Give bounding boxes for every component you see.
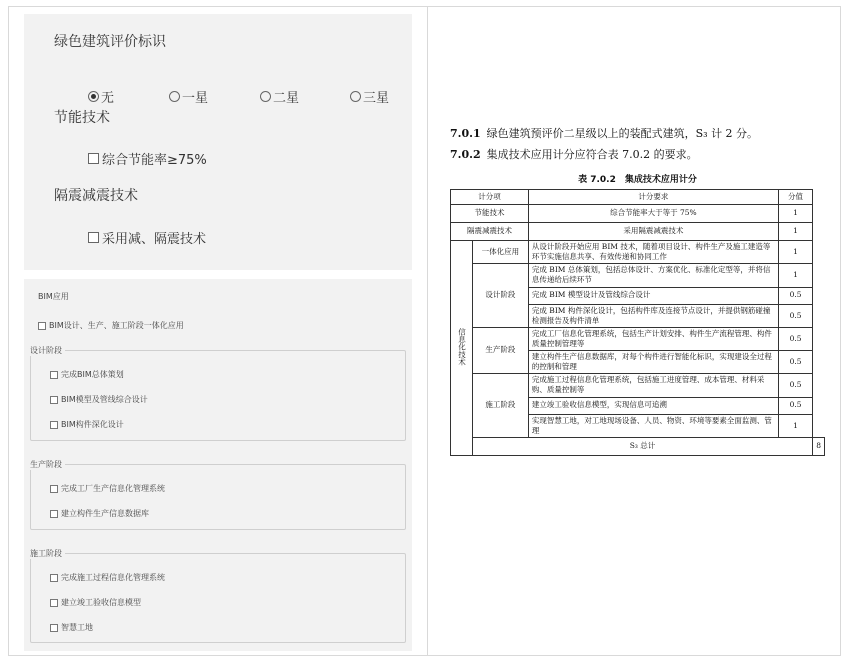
table-row [451, 327, 825, 350]
radio-label: 无 [101, 91, 115, 106]
radio-two-star[interactable] [260, 87, 299, 106]
clause-number: 7.0.1 [450, 127, 481, 140]
checkbox-icon [88, 232, 99, 243]
table-total-row [451, 437, 825, 455]
energy-checkbox[interactable] [88, 149, 207, 168]
construction-item-checkbox[interactable] [50, 572, 165, 583]
table-caption: 表 7.0.2 集成技术应用计分 [578, 175, 697, 185]
item-cell: 节能技术 [451, 205, 529, 223]
radio-one-star[interactable] [169, 87, 208, 106]
production-stage-label: 生产阶段 [30, 459, 65, 470]
clause-text: 集成技术应用计分应符合表 7.0.2 的要求。 [486, 148, 698, 161]
checkbox-label: BIM模型及管线综合设计 [61, 395, 148, 404]
energy-title: 节能技术 [54, 110, 110, 126]
clause-text: 绿色建筑预评价二星级以上的装配式建筑，S₃ 计 2 分。 [486, 127, 759, 140]
item-cell: 生产阶段 [472, 327, 528, 374]
checkbox-icon [50, 371, 58, 379]
production-item-checkbox[interactable] [50, 508, 149, 519]
score-cell: 0.5 [778, 397, 812, 414]
design-item-checkbox[interactable] [50, 369, 124, 380]
checkbox-label: 完成施工过程信息化管理系统 [61, 573, 165, 582]
checkbox-label: 综合节能率≥75% [102, 153, 207, 168]
requirement-cell: 从设计阶段开始应用 BIM 技术，随着项目设计、构件生产及施工建造等环节实施信息共享、有效传递和协同工作 [528, 241, 778, 264]
item-cell: 一体化应用 [472, 241, 528, 264]
checkbox-label: 采用减、隔震技术 [102, 232, 207, 247]
checkbox-icon [50, 510, 58, 518]
radio-empty-icon [260, 91, 271, 102]
requirement-cell: 综合节能率大于等于 75% [528, 205, 778, 223]
score-cell: 1 [778, 223, 812, 241]
item-cell: 隔震减震技术 [451, 223, 529, 241]
production-item-checkbox[interactable] [50, 483, 165, 494]
checkbox-label: BIM设计、生产、施工阶段一体化应用 [49, 321, 184, 330]
radio-label: 三星 [363, 91, 390, 106]
checkbox-icon [50, 485, 58, 493]
table-row [451, 374, 825, 397]
rating-title: 绿色建筑评价标识 [54, 34, 166, 50]
requirement-cell: 完成 BIM 总体策划，包括总体设计、方案优化、标准化定型等，并将信息传递给后续环节 [528, 264, 778, 287]
production-stage-group [30, 464, 406, 530]
table-row [451, 241, 825, 264]
seismic-title: 隔震减震技术 [54, 188, 138, 204]
radio-empty-icon [350, 91, 361, 102]
seismic-checkbox[interactable] [88, 228, 206, 247]
score-cell: 0.5 [778, 351, 812, 374]
total-label-cell: S₃ 总计 [472, 437, 812, 455]
header-cell: 计分项 [451, 190, 529, 205]
score-cell: 1 [778, 241, 812, 264]
bim-integrated-checkbox[interactable] [38, 320, 184, 331]
checkbox-icon [50, 396, 58, 404]
item-cell: 设计阶段 [472, 264, 528, 328]
checkbox-icon [88, 153, 99, 164]
clause-number: 7.0.2 [450, 148, 481, 161]
checkbox-label: 完成工厂生产信息化管理系统 [61, 484, 165, 493]
header-cell: 分值 [778, 190, 812, 205]
requirement-cell: 完成工厂信息化管理系统，包括生产计划安排、构件生产流程管理、构件质量控制管理等 [528, 327, 778, 350]
table-row [451, 264, 825, 287]
requirement-cell: 完成 BIM 构件深化设计，包括构件库及连接节点设计，并提供钢筋碰撞检测报告及构件清单 [528, 304, 778, 327]
pane-divider [427, 6, 428, 656]
radio-selected-icon [88, 91, 99, 102]
total-score-cell: 8 [813, 437, 825, 455]
score-cell: 1 [778, 414, 812, 437]
score-cell: 0.5 [778, 327, 812, 350]
checkbox-label: BIM构件深化设计 [61, 420, 124, 429]
checkbox-icon [50, 574, 58, 582]
requirement-cell: 完成施工过程信息化管理系统，包括施工进度管理、成本管理、材料采购、质量控制等 [528, 374, 778, 397]
checkbox-label: 建立构件生产信息数据库 [61, 509, 149, 518]
requirement-cell: 采用隔震减震技术 [528, 223, 778, 241]
checkbox-label: 智慧工地 [61, 623, 93, 632]
design-item-checkbox[interactable] [50, 394, 148, 405]
table-row [451, 223, 825, 241]
radio-empty-icon [169, 91, 180, 102]
bim-title: BIM应用 [38, 292, 69, 301]
requirement-cell: 实现智慧工地，对工地现场设备、人员、物资、环境等要素全面监测、管理 [528, 414, 778, 437]
radio-three-star[interactable] [350, 87, 389, 106]
construction-item-checkbox[interactable] [50, 597, 141, 608]
radio-label: 二星 [273, 91, 300, 106]
design-item-checkbox[interactable] [50, 419, 124, 430]
score-table [450, 189, 825, 456]
score-cell: 0.5 [778, 304, 812, 327]
checkbox-icon [50, 421, 58, 429]
bim-panel [24, 279, 412, 651]
checkbox-icon [50, 624, 58, 632]
checkbox-icon [50, 599, 58, 607]
clause-7-0-1 [450, 125, 758, 141]
table-header-row [451, 190, 825, 205]
construction-item-checkbox[interactable] [50, 622, 93, 633]
header-cell: 计分要求 [528, 190, 778, 205]
checkbox-icon [38, 322, 46, 330]
score-cell: 0.5 [778, 374, 812, 397]
score-cell: 1 [778, 264, 812, 287]
requirement-cell: 完成 BIM 模型设计及管线综合设计 [528, 287, 778, 304]
requirement-cell: 建立构件生产信息数据库，对每个构件进行智能化标识，实现建设全过程的控制和管理 [528, 351, 778, 374]
design-stage-label: 设计阶段 [30, 345, 65, 356]
table-row [451, 205, 825, 223]
score-cell: 0.5 [778, 287, 812, 304]
radio-none[interactable] [88, 87, 114, 106]
checkbox-label: 完成BIM总体策划 [61, 370, 124, 379]
radio-label: 一星 [182, 91, 209, 106]
rating-panel [24, 14, 412, 270]
group-cell [451, 241, 473, 456]
item-cell: 施工阶段 [472, 374, 528, 438]
group-label: 信息化技术 [457, 327, 467, 366]
clause-7-0-2 [450, 146, 698, 162]
requirement-cell: 建立竣工验收信息模型，实现信息可追溯 [528, 397, 778, 414]
checkbox-label: 建立竣工验收信息模型 [61, 598, 141, 607]
score-cell: 1 [778, 205, 812, 223]
construction-stage-label: 施工阶段 [30, 548, 65, 559]
